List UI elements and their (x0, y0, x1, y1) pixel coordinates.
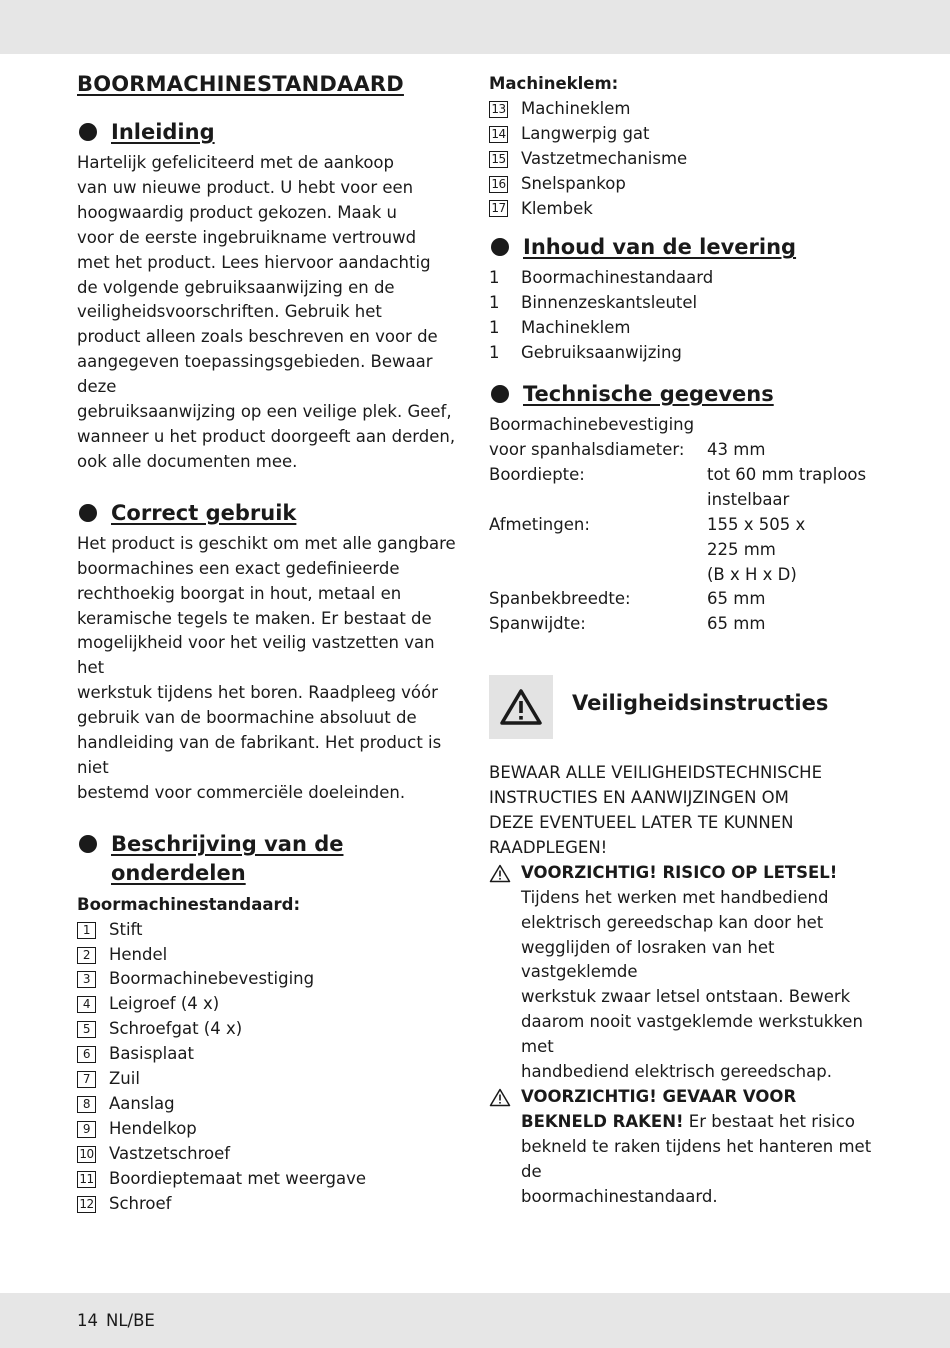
list-item: 5 Schroefgat (4 x) (77, 1017, 462, 1042)
list-item: 15 Vastzetmechanisme (489, 147, 884, 172)
list-item: 10 Vastzetschroef (77, 1142, 462, 1167)
table-row: Spanbekbreedte: 65 mm (489, 589, 766, 609)
list-item: 2 Hendel (77, 943, 462, 968)
table-row: Boordiepte: tot 60 mm traploos (489, 464, 867, 484)
page-number: 14 (77, 1311, 98, 1330)
clamp-parts-list (489, 97, 884, 222)
list-item: 4 Leigroef (4 x) (77, 992, 462, 1017)
specs-table (489, 413, 866, 637)
warning-small-icon (489, 1085, 521, 1210)
section-heading-delivery: Inhoud van de levering (489, 233, 884, 262)
table-row: (B x H x D) (707, 564, 797, 584)
list-item: 8 Aanslag (77, 1092, 462, 1117)
page-footer (77, 1311, 163, 1330)
safety-heading: Veiligheidsinstructies (572, 691, 829, 716)
table-row: Afmetingen: 155 x 505 x (489, 514, 806, 534)
list-item: 11 Boordieptemaat met weergave (77, 1167, 462, 1192)
clamp-subheading: Machineklem: (489, 74, 619, 93)
section-heading-specs: Technische gegevens (489, 380, 884, 409)
bullet-icon (491, 238, 509, 256)
usage-paragraph: Het product is geschikt om met alle gangbare boormachines een exact gedefinieerde rechthoekig boorgat in hout, metaal en keramische tegels te maken. Er bestaat de mogelijkheid voor het veilig vastzetten van het werkstuk tijdens het boren. Raadpleeg vóór gebruik van de boormachine absoluut de handleiding van de fabrikant. Het product is niet bestemd voor commerciële doeleinden. (77, 533, 456, 802)
table-row: instelbaar (707, 489, 790, 509)
table-row: voor spanhalsdiameter: 43 mm (489, 439, 766, 459)
warning-pinch: VOORZICHTIG! GEVAAR VOOR BEKNELD RAKEN! Er bestaat het risico bekneld te raken tijdens het hanteren met de boormachinestandaard. (489, 1085, 884, 1210)
list-item: 1 Binnenzeskantsleutel (489, 293, 698, 313)
list-item: 1 Boormachinestandaard (489, 268, 714, 288)
language-code: NL/BE (106, 1311, 155, 1330)
parts-list (77, 918, 462, 1217)
warning-small-icon (489, 861, 521, 1085)
top-band (0, 0, 950, 54)
parts-subheading: Boormachinestandaard: (77, 894, 301, 914)
safety-notice: BEWAAR ALLE VEILIGHEIDSTECHNISCHE INSTRUCTIES EN AANWIJZINGEN OM DEZE EVENTUEEL LATER TE KUNNEN RAADPLEGEN! (489, 763, 823, 857)
section-heading-intro: Inleiding (77, 118, 462, 147)
bullet-icon (79, 835, 97, 853)
list-item: 6 Basisplaat (77, 1042, 462, 1067)
list-item: 3 Boormachinebevestiging (77, 967, 462, 992)
list-item: 12 Schroef (77, 1192, 462, 1217)
table-row: Spanwijdte: 65 mm (489, 614, 766, 634)
list-item: 16 Snelspankop (489, 172, 884, 197)
intro-paragraph: Hartelijk gefeliciteerd met de aankoop van uw nieuwe product. U hebt voor een hoogwaardig product gekozen. Maak u voor de eerste ingebruikname vertrouwd met het product. Lees hiervoor aandachtig de volgende gebruiksaanwijzing en de veiligheidsvoorschriften. Gebruik het product alleen zoals beschreven en voor de aangegeven toepassingsgebieden. Bewaar deze gebruiksaanwijzing op een veilige plek. Geef, wanneer u het product doorgeeft aan derden, ook alle documenten mee. (77, 153, 456, 471)
page-title: BOORMACHINESTANDAARD (77, 72, 404, 96)
list-item: 7 Zuil (77, 1067, 462, 1092)
left-column (77, 70, 462, 1217)
list-item: 1 Machineklem (489, 318, 631, 338)
bullet-icon (491, 385, 509, 403)
warning-injury: VOORZICHTIG! RISICO OP LETSEL! Tijdens het werken met handbediend elektrisch gereedschap kan door het wegglijden of losraken van het vastgeklemde werkstuk zwaar letsel ontstaan. Bewerk daarom nooit vastgeklemde werkstukken met handbediend elektrisch gereedschap. (489, 861, 884, 1085)
section-heading-parts: Beschrijving van de onderdelen (77, 830, 462, 888)
list-item: 13 Machineklem (489, 97, 884, 122)
table-row: Boormachinebevestiging (489, 415, 695, 435)
right-column (489, 72, 884, 1210)
list-item: 1 Stift (77, 918, 462, 943)
table-row: 225 mm (707, 539, 776, 559)
warning-triangle-icon (489, 675, 553, 739)
bullet-icon (79, 123, 97, 141)
safety-header (489, 675, 884, 739)
list-item: 9 Hendelkop (77, 1117, 462, 1142)
section-heading-usage: Correct gebruik (77, 499, 462, 528)
list-item: 1 Gebruiksaanwijzing (489, 343, 682, 363)
list-item: 17 Klembek (489, 197, 884, 222)
delivery-list (489, 266, 884, 366)
list-item: 14 Langwerpig gat (489, 122, 884, 147)
bullet-icon (79, 504, 97, 522)
